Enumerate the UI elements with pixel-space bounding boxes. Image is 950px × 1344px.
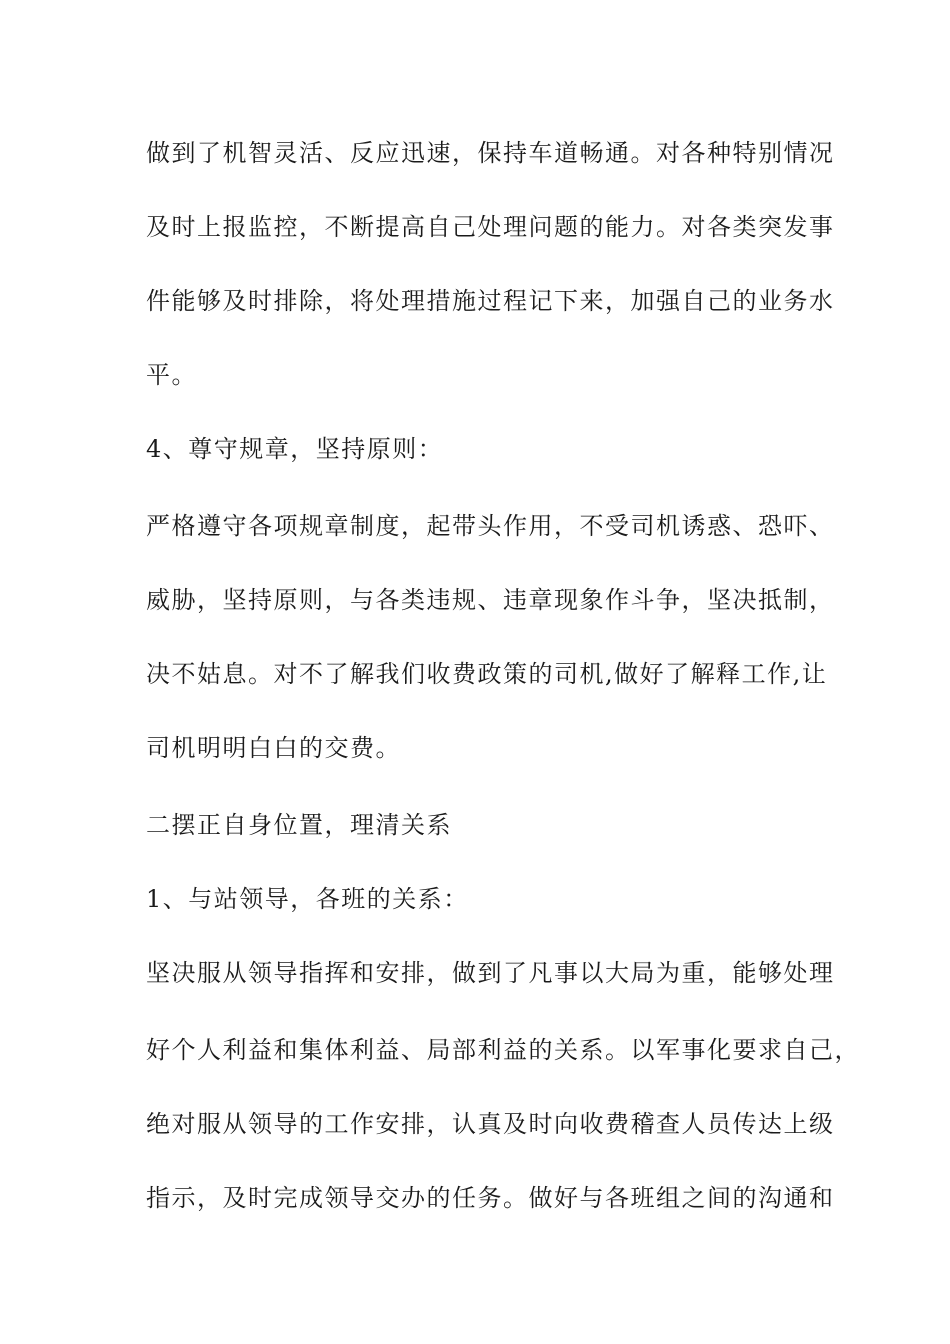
section-heading: 二摆正自身位置，理清关系 [146,811,452,839]
body-text-line: 做到了机智灵活、反应迅速，保持车道畅通。对各种特别情况 [146,139,835,167]
body-text-line: 绝对服从领导的工作安排，认真及时向收费稽查人员传达上级 [146,1110,835,1138]
body-text-line: 司机明明白白的交费。 [146,734,401,762]
body-text-line: 坚决服从领导指挥和安排，做到了凡事以大局为重，能够处理 [146,959,835,987]
body-text-line: 严格遵守各项规章制度，起带头作用，不受司机诱惑、恐吓、 [146,512,835,540]
body-text-line: 及时上报监控，不断提高自己处理问题的能力。对各类突发事 [146,213,835,241]
body-text-line: 件能够及时排除，将处理措施过程记下来，加强自己的业务水 [146,287,835,315]
body-text-line: 威胁，坚持原则，与各类违规、违章现象作斗争，坚决抵制， [146,586,835,614]
body-text-line: 指示，及时完成领导交办的任务。做好与各班组之间的沟通和 [146,1184,835,1212]
subsection-heading: 1、与站领导，各班的关系： [146,885,469,913]
section-heading: 4、尊守规章，坚持原则： [146,435,444,463]
body-text-line: 平。 [146,361,197,389]
body-text-line: 决不姑息。对不了解我们收费政策的司机,做好了解释工作,让 [146,660,828,688]
body-text-line: 好个人利益和集体利益、局部利益的关系。以军事化要求自己， [146,1036,860,1064]
